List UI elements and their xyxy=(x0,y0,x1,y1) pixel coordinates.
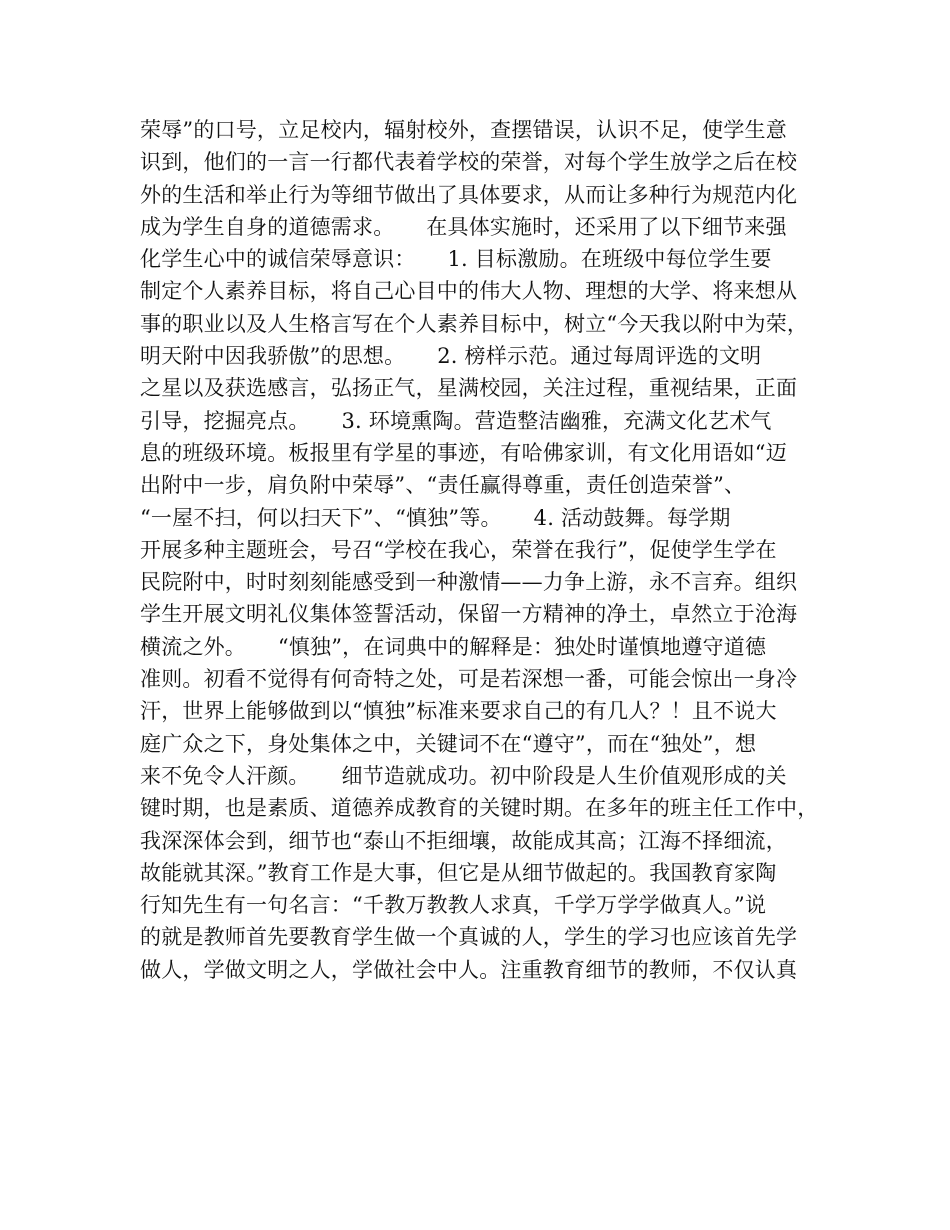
text-line: 故能就其深。”教育工作是大事，但它是从细节做起的。我国教育家陶 xyxy=(140,860,777,885)
text-line: 准则。初看不觉得有何奇特之处，可是若深想一番，可能会惊出一身冷 xyxy=(140,667,798,692)
text-line: 之星以及获选感言，弘扬正气，星满校园，关注过程，重视结果，正面 xyxy=(140,376,798,401)
text-line: 汗，世界上能够做到以“慎独”标准来要求自己的有几人？！且不说大 xyxy=(140,699,777,724)
text-line: 做人，学做文明之人，学做社会中人。注重教育细节的教师，不仅认真 xyxy=(140,957,798,982)
text-line: 成为学生自身的道德需求。 在具体实施时，还采用了以下细节来强 xyxy=(140,214,787,239)
text-line: 荣辱”的口号，立足校内，辐射校外，查摆错误，认识不足，使学生意 xyxy=(140,118,787,142)
text-line: 庭广众之下，身处集体之中，关键词不在“遵守”，而在“独处”，想 xyxy=(140,731,757,756)
text-line: 息的班级环境。板报里有学星的事迹，有哈佛家训，有文化用语如“迈 xyxy=(140,440,787,465)
text-line: 行知先生有一句名言：“千教万教教人求真，千学万学学做真人。”说 xyxy=(140,893,767,918)
text-line: 我深深体会到，细节也“泰山不拒细壤，故能成其高；江海不择细流， xyxy=(140,828,787,853)
text-line: 外的生活和举止行为等细节做出了具体要求，从而让多种行为规范内化 xyxy=(140,182,798,207)
text-line: 学生开展文明礼仪集体签誓活动，保留一方精神的净土，卓然立于沧海 xyxy=(140,602,798,627)
text-line: 明天附中因我骄傲”的思想。 2. 榜样示范。通过每周评选的文明 xyxy=(140,344,762,369)
text-line: 识到，他们的一言一行都代表着学校的荣誉，对每个学生放学之后在校 xyxy=(140,150,798,175)
text-line: 化学生心中的诚信荣辱意识： 1. 目标激励。在班级中每位学生要 xyxy=(140,247,772,272)
text-line: 出附中一步，肩负附中荣辱”、“责任赢得尊重，责任创造荣誉”、 xyxy=(140,473,746,498)
text-line: 横流之外。 “慎独”，在词典中的解释是：独处时谨慎地遵守道德 xyxy=(140,634,767,659)
text-line: 事的职业以及人生格言写在个人素养目标中，树立“今天我以附中为荣， xyxy=(140,311,809,336)
text-line: “一屋不扫，何以扫天下”、“慎独”等。 4. 活动鼓舞。每学期 xyxy=(140,505,731,530)
text-line: 制定个人素养目标，将自己心目中的伟大人物、理想的大学、将来想从 xyxy=(140,279,798,304)
body-text xyxy=(140,114,830,986)
text-line: 开展多种主题班会，号召“学校在我心，荣誉在我行”，促使学生学在 xyxy=(140,537,777,562)
text-line: 键时期，也是素质、道德养成教育的关键时期。在多年的班主任工作中， xyxy=(140,796,819,821)
text-line: 引导，挖掘亮点。 3. 环境熏陶。营造整洁幽雅，充满文化艺术气 xyxy=(140,408,772,433)
text-line: 民院附中，时时刻刻能感受到一种激情——力争上游，永不言弃。组织 xyxy=(140,570,798,595)
text-line: 来不免令人汗颜。 细节造就成功。初中阶段是人生价值观形成的关 xyxy=(140,763,787,788)
text-line: 的就是教师首先要教育学生做一个真诚的人，学生的学习也应该首先学 xyxy=(140,925,798,950)
